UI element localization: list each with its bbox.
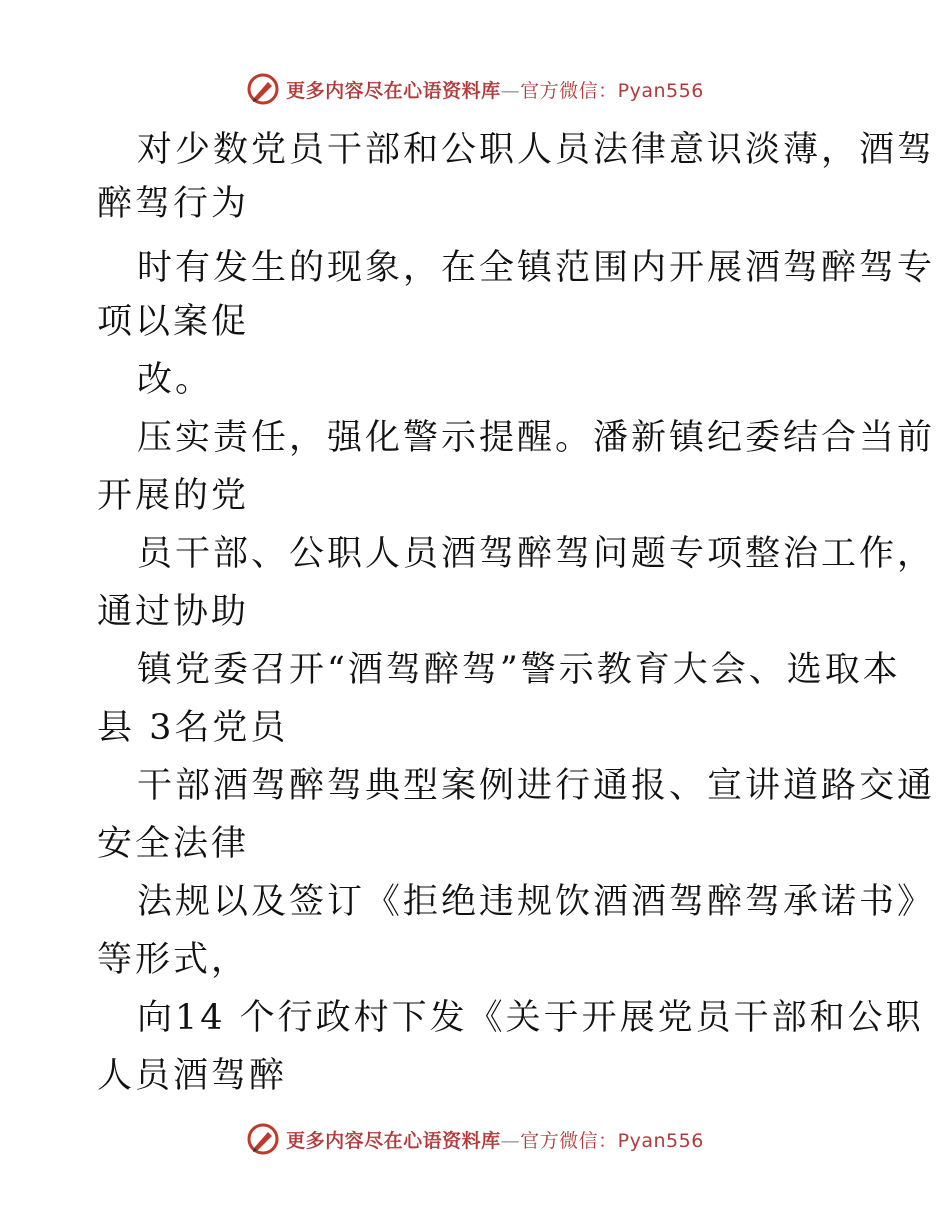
pen-logo-icon bbox=[246, 1122, 280, 1156]
text-line: 县 3名党员 bbox=[97, 708, 289, 748]
banner-separator: — bbox=[500, 79, 521, 102]
pen-logo-icon bbox=[246, 72, 280, 106]
text-line: 时有发生的现象，在全镇范围内开展酒驾醉驾专 bbox=[137, 248, 936, 288]
text-line: 开展的党 bbox=[97, 476, 250, 516]
text-line: 向14 个行政村下发《关于开展党员干部和公职 bbox=[137, 998, 924, 1038]
banner-separator: — bbox=[500, 1129, 521, 1152]
text-line: 员干部、公职人员酒驾醉驾问题专项整治工作， bbox=[137, 534, 936, 574]
banner-text bbox=[286, 76, 704, 103]
banner-wechat: 官方微信：Pyan556 bbox=[520, 1129, 704, 1152]
text-line: 压实责任，强化警示提醒。潘新镇纪委结合当前 bbox=[137, 418, 936, 458]
banner-wechat: 官方微信：Pyan556 bbox=[520, 79, 704, 102]
text-line: 安全法律 bbox=[97, 824, 250, 864]
banner-brand: 更多内容尽在心语资料库 bbox=[286, 79, 501, 102]
text-line: 等形式， bbox=[97, 940, 250, 980]
text-line: 醉驾行为 bbox=[97, 184, 250, 224]
text-line: 项以案促 bbox=[97, 302, 250, 342]
text-line: 改。 bbox=[137, 360, 214, 400]
text-line: 法规以及签订《拒绝违规饮酒酒驾醉驾承诺书》 bbox=[137, 882, 936, 922]
text-line: 干部酒驾醉驾典型案例进行通报、宣讲道路交通 bbox=[137, 766, 936, 806]
footer-banner bbox=[0, 1122, 950, 1156]
text-line: 人员酒驾醉 bbox=[97, 1056, 288, 1096]
banner-brand: 更多内容尽在心语资料库 bbox=[286, 1129, 501, 1152]
banner-text bbox=[286, 1126, 704, 1153]
text-line: 通过协助 bbox=[97, 592, 250, 632]
text-line: 对少数党员干部和公职人员法律意识淡薄，酒驾 bbox=[137, 130, 936, 170]
text-line: 镇党委召开“酒驾醉驾”警示教育大会、选取本 bbox=[137, 650, 901, 690]
header-banner bbox=[0, 72, 950, 106]
